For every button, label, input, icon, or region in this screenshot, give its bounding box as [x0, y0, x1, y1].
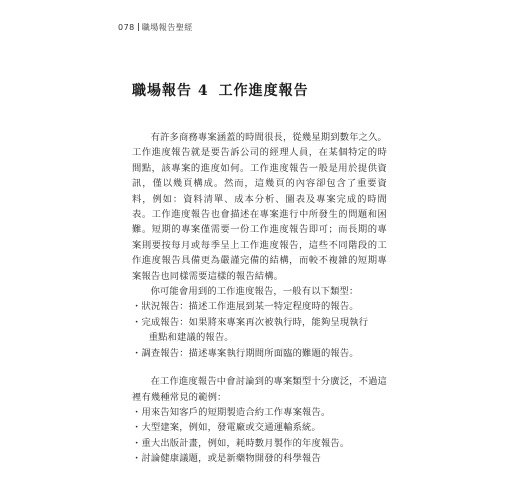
list-item-text: ・調查報告：描述專案執行期間所面臨的難題的報告。	[132, 347, 359, 359]
list-item	[132, 420, 387, 435]
types-list	[132, 299, 387, 361]
list-item-text: ・討論健康議題，或是新藥物開發的科學報告	[132, 453, 321, 465]
list-item	[132, 346, 387, 361]
list-item	[132, 315, 387, 346]
list-item-text: ・大型建案，例如，發電廠或交通運輸系統。	[132, 422, 321, 434]
section-title-name: 工作進度報告	[218, 83, 309, 99]
list-item-text: ・完成報告：如果將來專案再次被執行時，能夠呈現執行	[132, 316, 369, 328]
list-item-text: ・狀況報告：描述工作進展到某一特定程度時的報告。	[132, 301, 359, 313]
examples-list	[132, 405, 387, 467]
header-separator	[138, 23, 139, 31]
section-title-prefix: 職場報告 4	[132, 83, 209, 99]
list-item-continuation: 重點和建議的報告。	[148, 332, 234, 344]
running-header	[118, 22, 193, 33]
body-text	[132, 130, 387, 467]
list-item-text: ・用來告知客戶的短期製造合約工作專案報告。	[132, 406, 331, 418]
book-title: 職場報告聖經	[141, 23, 193, 32]
paragraph-examples-lead: 在工作進度報告中會討論到的專案類型十分廣泛，不過這裡有幾種常見的範例：	[132, 376, 387, 403]
list-item	[132, 405, 387, 420]
section-title	[132, 80, 309, 100]
list-item	[132, 436, 387, 451]
paragraph-types-lead: 你可能會用到的工作進度報告，一般有以下類型：	[150, 286, 359, 298]
list-item	[132, 451, 387, 466]
list-item	[132, 299, 387, 314]
page-number: 078	[118, 23, 135, 32]
paragraph-intro: 有許多商務專案涵蓋的時間很長，從幾星期到數年之久。工作進度報告就是要告訴公司的經理人員，在某個特定的時間點，該專案的進度如何。工作進度報告一般是用於提供資訊，僅以幾頁構成。然而，這幾頁的內容卻包含了重要資料，例如：資料清單、成本分析、圖表及專案完成的時間表。工作進度報告也會描述在專案進行中所發生的問題和困難。短期的專案僅需要一份工作進度報告即可；而長期的專案則要按每月或每季呈上工作進度報告，這些不同階段的工作進度報告具備更為嚴謹完備的結構，而較不複雜的短期專案報告也同樣需要這樣的報告結構。	[132, 132, 387, 282]
list-item-text: ・重大出版計畫，例如，耗時數月製作的年度報告。	[132, 437, 350, 449]
